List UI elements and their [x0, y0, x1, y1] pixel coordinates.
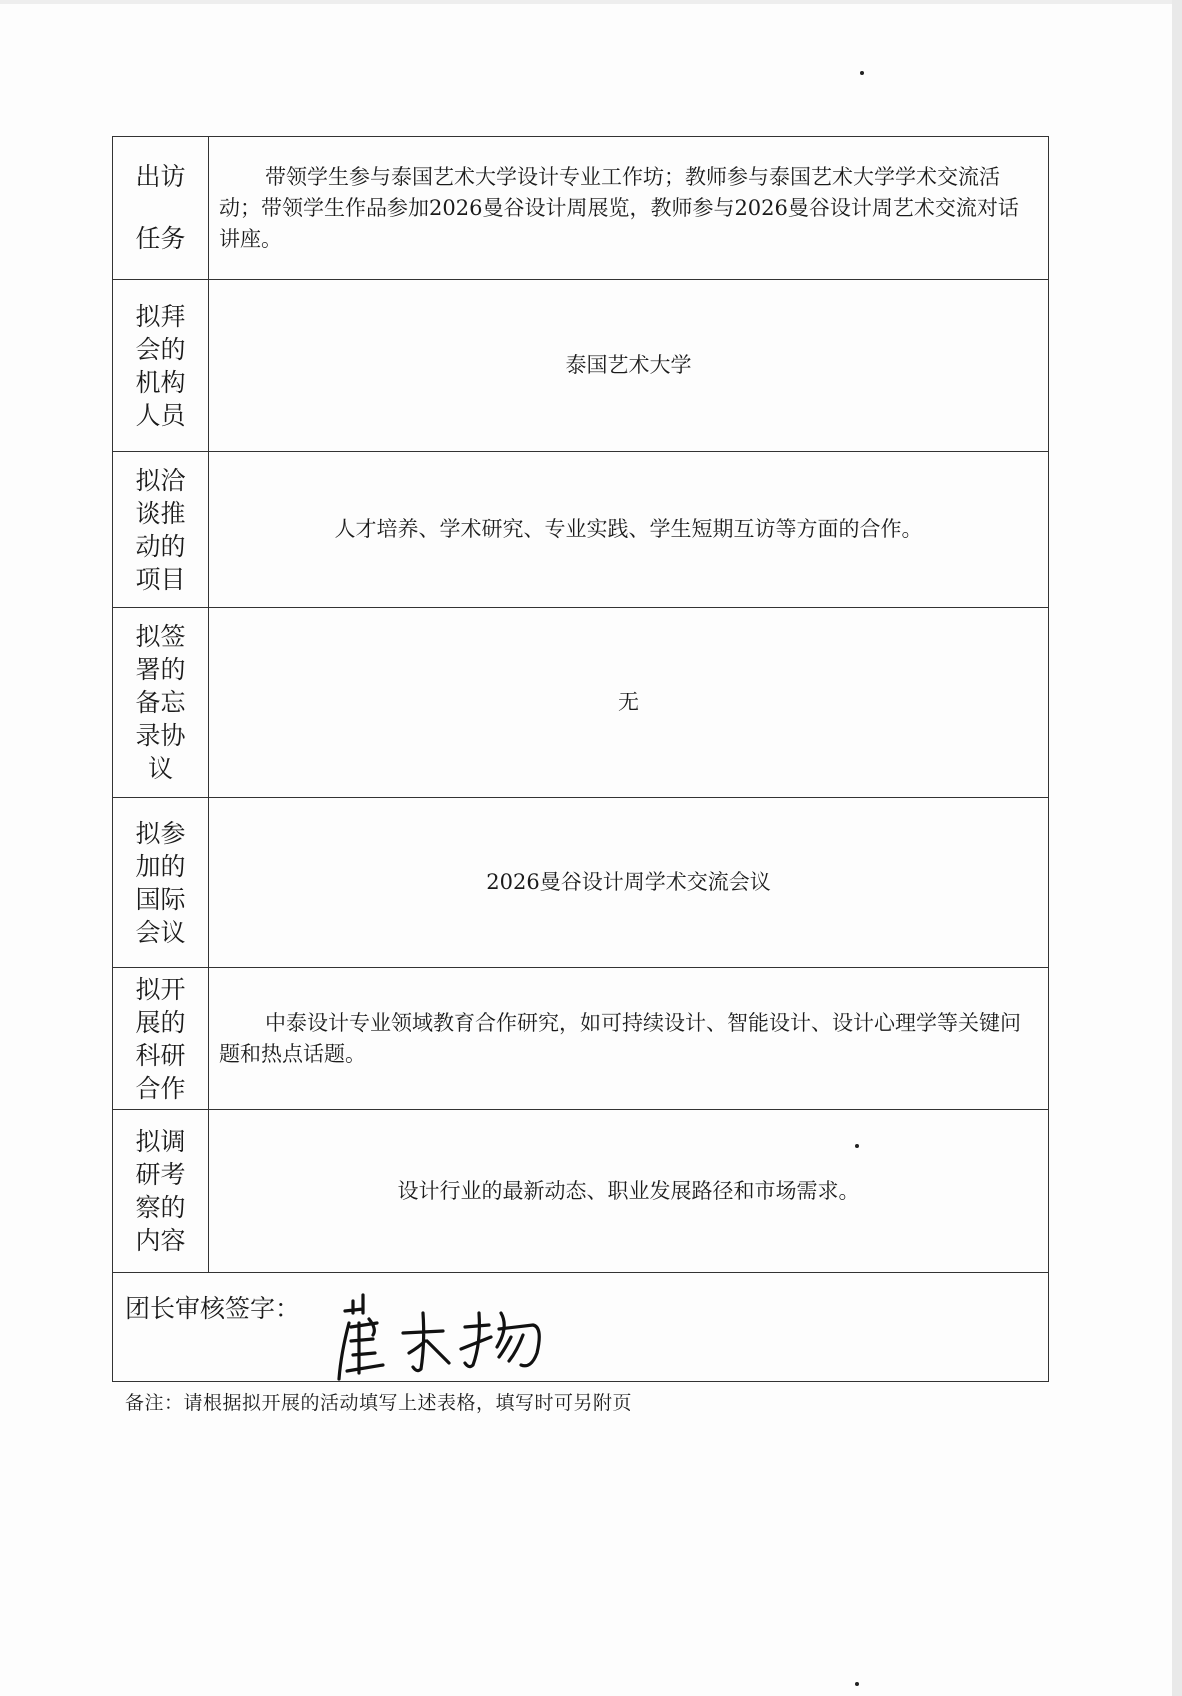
row-label: 拟洽谈推动的项目 — [135, 465, 186, 594]
form-row-investigation — [113, 1110, 1049, 1273]
row-label-cell — [113, 137, 209, 280]
form-row-visit-task — [113, 137, 1049, 280]
row-content: 中泰设计专业领域教育合作研究，如可持续设计、智能设计、设计心理学等关键问题和热点话题。 — [219, 1010, 1021, 1066]
row-content: 设计行业的最新动态、职业发展路径和市场需求。 — [397, 1178, 860, 1203]
form-row-institutions — [113, 280, 1049, 452]
row-content: 泰国艺术大学 — [565, 353, 692, 377]
row-label: 拟签署的备忘录协议 — [135, 622, 186, 783]
row-label-cell — [113, 1110, 209, 1273]
row-label: 拟调研考察的内容 — [135, 1127, 186, 1255]
row-label-cell — [113, 608, 209, 798]
scan-page-edge — [1172, 0, 1182, 1696]
row-content-cell — [209, 1110, 1049, 1273]
row-label-cell — [113, 280, 209, 452]
form-row-research — [113, 968, 1049, 1110]
form-row-memorandum — [113, 608, 1049, 798]
row-content: 人才培养、学术研究、专业实践、学生短期互访等方面的合作。 — [334, 517, 923, 541]
row-label-cell — [113, 452, 209, 608]
row-content: 带领学生参与泰国艺术大学设计专业工作坊；教师参与泰国艺术大学学术交流活动；带领学生作品参加2026曼谷设计周展览，教师参与2026曼谷设计周艺术交流对话讲座。 — [219, 164, 1019, 251]
row-content: 2026曼谷设计周学术交流会议 — [486, 870, 771, 894]
scan-speck — [855, 1682, 859, 1686]
form-row-signature — [113, 1273, 1049, 1382]
row-label-cell — [113, 798, 209, 968]
row-content-cell — [209, 608, 1049, 798]
form-row-projects — [113, 452, 1049, 608]
scan-speck — [860, 71, 864, 75]
handwritten-signature — [333, 1283, 633, 1383]
row-content-cell — [209, 280, 1049, 452]
row-label: 拟参加的国际会议 — [135, 818, 186, 947]
row-label: 出访任务 — [135, 162, 186, 253]
row-content-cell — [209, 452, 1049, 608]
row-label: 拟拜会的机构人员 — [135, 301, 186, 430]
scan-top-strip — [0, 0, 1182, 4]
form-footnote: 备注：请根据拟开展的活动填写上述表格，填写时可另附页 — [125, 1392, 633, 1414]
row-content-cell — [209, 798, 1049, 968]
visit-form-table — [112, 136, 1049, 1382]
signature-cell — [113, 1273, 1049, 1382]
row-content: 无 — [618, 690, 639, 714]
row-label-cell — [113, 968, 209, 1110]
row-label: 拟开展的科研合作 — [135, 974, 186, 1103]
form-row-conference — [113, 798, 1049, 968]
row-content-cell — [209, 968, 1049, 1110]
row-content-cell — [209, 137, 1049, 280]
signature-label: 团长审核签字： — [125, 1294, 301, 1323]
